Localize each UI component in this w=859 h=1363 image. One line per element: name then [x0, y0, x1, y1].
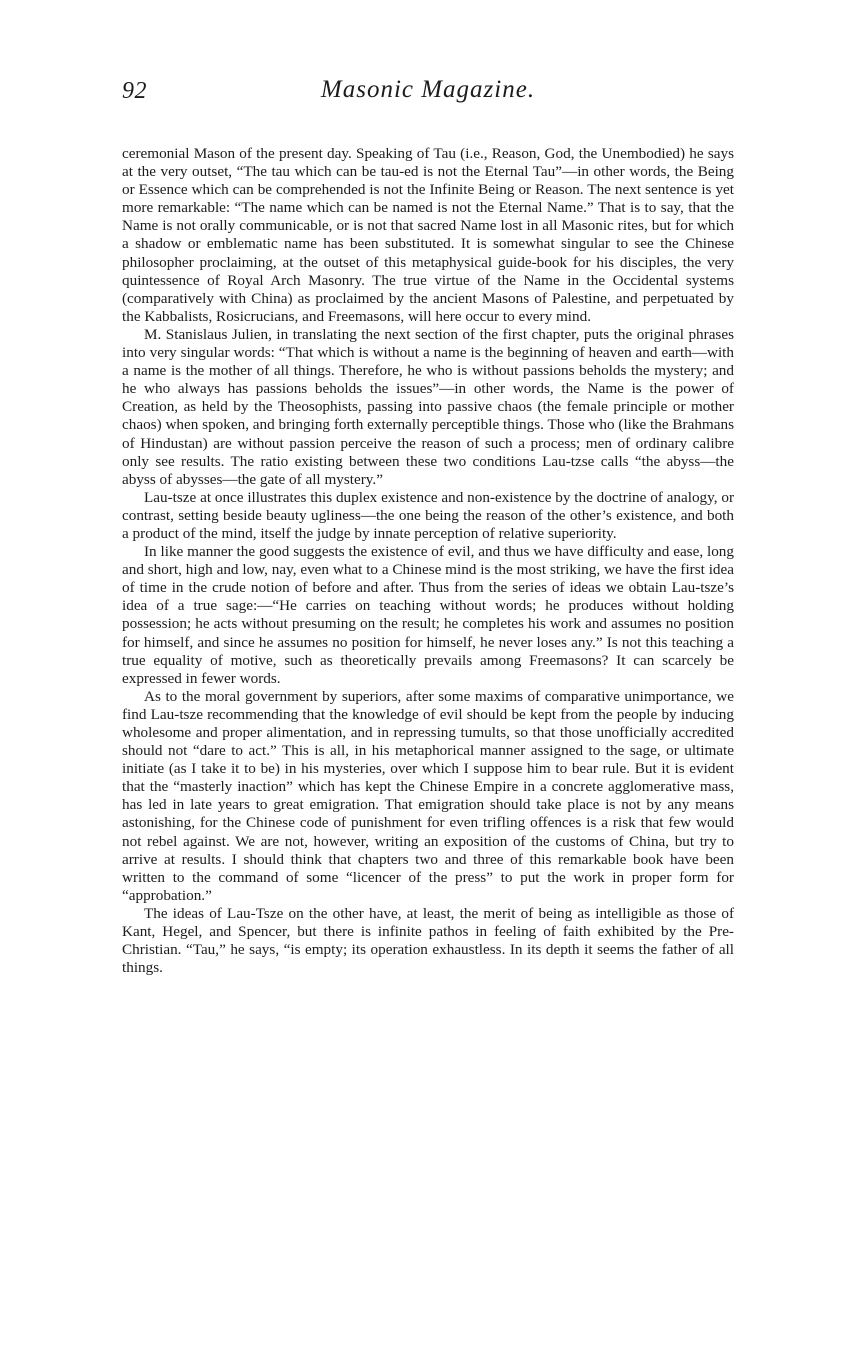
running-title: Masonic Magazine.	[320, 76, 536, 103]
paragraph-1: ceremonial Mason of the present day. Speaking of Tau (i.e., Reason, God, the Unembodied) he says at the very outset, “The tau which can be tau-ed is not the Eternal Tau”—in other words, the Being or Essence which can be comprehended is not the Infinite Being or Reason. The next sentence is yet more remarkable: “The name which can be named is not the Eternal Name.” That is to say, that the Name is not orally communicable, or is not that sacred Name lost in all Masonic rites, but for which a shadow or emblematic name has been substituted. It is somewhat singular to see the Chinese philosopher proclaiming, at the outset of this metaphysical guide-book for his disciples, the very quintessence of Royal Arch Masonry. The true virtue of the Name in the Occidental systems (comparatively with China) as proclaimed by the ancient Masons of Palestine, and perpetuated by the Kabbalists, Rosicrucians, and Freemasons, will here occur to every mind.	[122, 145, 734, 325]
paragraph-3: Lau-tsze at once illustrates this duplex existence and non-existence by the doctrine of analogy, or contrast, setting beside beauty ugliness—the one being the reason of the other’s existence, and both a product of the mind, itself the judge by innate perception of relative superiority.	[122, 488, 734, 542]
paragraph-4: In like manner the good suggests the existence of evil, and thus we have difficulty and ease, long and short, high and low, nay, even what to a Chinese mind is the most striking, we have the first idea of time in the crude notion of before and after. Thus from the series of ideas we obtain Lau-tsze’s idea of a true sage:—“He carries on teaching without words; he produces without holding possession; he acts without presuming on the result; he completes his work and assumes no position for himself, and since he assumes no position for himself, he never loses any.” Is not this teaching a true equality of motive, such as theoretically prevails among Freemasons? It can scarcely be expressed in fewer words.	[122, 543, 734, 687]
page-number: 92	[122, 78, 147, 104]
paragraph-6: The ideas of Lau-Tsze on the other have, at least, the merit of being as intelligible as those of Kant, Hegel, and Spencer, but there is infinite pathos in feeling of faith exhibited by the Pre-Christian. “Tau,” he says, “is empty; its operation exhaustless. In its depth it seems the father of all things.	[122, 904, 734, 977]
paragraph-2: M. Stanislaus Julien, in translating the next section of the first chapter, puts the original phrases into very singular words: “That which is without a name is the beginning of heaven and earth—with a name is the mother of all things. Therefore, he who is without passions beholds the mystery; and he who always has passions beholds the issues”—in other words, the Name is the power of Creation, as held by the Theosophists, passing into passive chaos (the female principle or mother chaos) when spoken, and bringing forth externally perceptible things. Those who (like the Brahmans of Hindustan) are without passion perceive the reason of such a process; men of ordinary calibre only see results. The ratio existing between these two conditions Lau-tzse calls “the abyss—the abyss of abysses—the gate of all mystery.”	[122, 325, 734, 488]
page-header	[122, 72, 734, 112]
article-body	[122, 145, 734, 977]
paragraph-5: As to the moral government by superiors, after some maxims of comparative unimportance, we find Lau-tsze recommending that the knowledge of evil should be kept from the people by inducing wholesome and proper alimentation, and in repressing tumults, so that those unofficially accredited should not “dare to act.” This is all, in his metaphorical manner assigned to the sage, or ultimate initiate (as I take it to be) in his mysteries, over which I suppose him to bear rule. But it is evident that the “masterly inaction” which has kept the Chinese Empire in a concrete agglomerative mass, has led in late years to great emigration. That emigration should take place is not by any means astonishing, for the Chinese code of punishment for even trifling offences is a risk that few would not rebel against. We are not, however, writing an exposition of the customs of China, but try to arrive at results. I should think that chapters two and three of this remarkable book have been written to the command of some “licencer of the press” to put the work in proper form for “approbation.”	[122, 687, 734, 904]
